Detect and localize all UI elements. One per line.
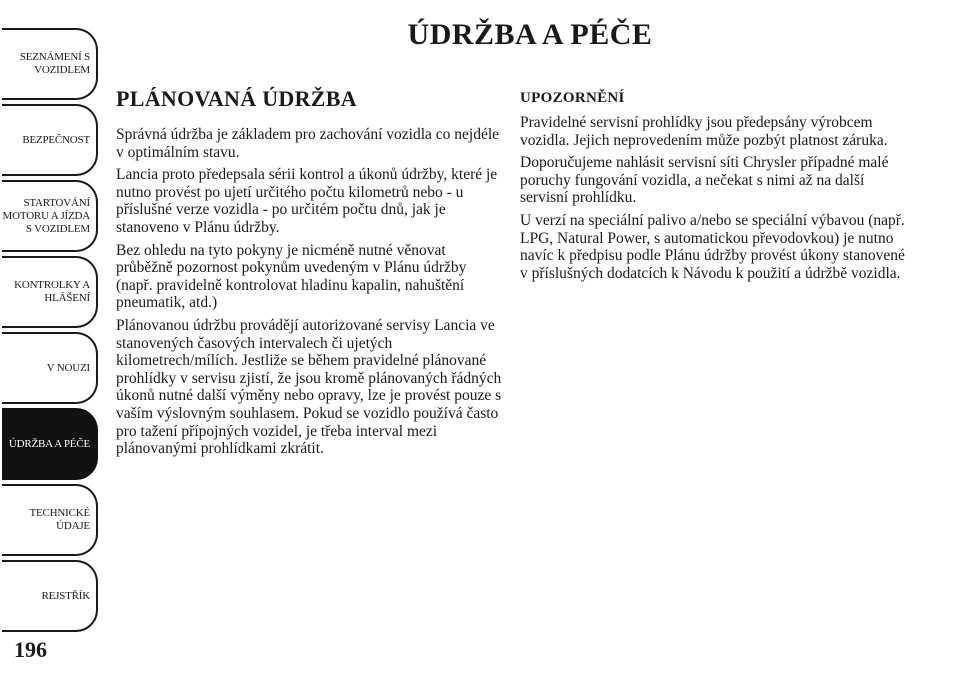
tab-label: BEZPEČNOST xyxy=(22,133,90,146)
tab-startovani-motoru[interactable] xyxy=(2,180,98,252)
tab-v-nouzi[interactable] xyxy=(2,332,98,404)
planned-maintenance-section xyxy=(116,86,502,463)
tab-bezpecnost[interactable] xyxy=(2,104,98,176)
warning-title: UPOZORNĚNÍ xyxy=(520,90,625,106)
tab-label: REJSTŘÍK xyxy=(41,589,90,602)
tab-rejstrik[interactable] xyxy=(2,560,98,632)
warning-section xyxy=(520,90,912,287)
section-title: PLÁNOVANÁ ÚDRŽBA xyxy=(116,86,357,111)
paragraph: Správná údržba je základem pro zachování vozidla co nejdéle v optimálním stavu. xyxy=(116,126,500,161)
paragraph: U verzí na speciální palivo a/nebo se speciální výbavou (např. LPG, Natural Power, s automatickou převodovkou) je nutno navíc k předpisu podle Plánu údržby provést úkony stanovené v příslušných dodatcích k Návodu k použití a údržbě vozidla. xyxy=(520,211,905,282)
tab-label: TECHNICKÉ ÚDAJE xyxy=(29,507,90,532)
tab-label: V NOUZI xyxy=(46,361,90,374)
page-number: 196 xyxy=(14,637,47,662)
page-title: ÚDRŽBA A PÉČE xyxy=(407,18,653,51)
paragraph: Plánovanou údržbu provádějí autorizované servisy Lancia ve stanovených časových intervalech či ujetých kilometrech/mílích. Jestliže se během pravidelné plánované prohlídky v servisu zjistí, že jsou kromě plánovaných řádných úkonů nutné další výměny nebo opravy, lze je provést pouze s vaším výslovným souhlasem. Pokud se vozidlo používá často pro tažení přípojných vozidel, je třeba interval mezi plánovanými prohlídkami zkrátit. xyxy=(116,316,502,458)
tab-label: ÚDRŽBA A PÉČE xyxy=(8,437,90,450)
paragraph: Lancia proto předepsala sérii kontrol a úkonů údržby, které je nutno provést po ujetí určitého počtu kilometrů nebo - u příslušné verze vozidla - po určitém počtu dnů, jak je stanoveno v Plánu údržby. xyxy=(116,166,498,236)
tab-label: SEZNÁMENÍ S VOZIDLEM xyxy=(19,51,90,76)
paragraph: Doporučujeme nahlásit servisní síti Chrysler případné malé poruchy fungování vozidla, a nečekat s nimi až na další servisní prohlídku. xyxy=(520,154,889,207)
paragraph: Pravidelné servisní prohlídky jsou předepsány výrobcem vozidla. Jejich neprovedením může pozbýt platnost záruka. xyxy=(520,114,888,149)
paragraph: Bez ohledu na tyto pokyny je nicméně nutné věnovat průběžně pozornost pokynům uvedeným v Plánu údržby (např. pravidelně kontrolovat hladinu kapalin, nahuštění pneumatik, atd.) xyxy=(116,241,467,312)
tab-kontrolky-a-hlaseni[interactable] xyxy=(2,256,98,328)
tab-seznameni-s-vozidlem[interactable] xyxy=(2,28,98,100)
tab-label: KONTROLKY A HLÁŠENÍ xyxy=(14,279,90,304)
tab-technicke-udaje[interactable] xyxy=(2,484,98,556)
tab-udrzba-a-pece[interactable] xyxy=(2,408,98,480)
tab-label: STARTOVÁNÍ MOTORU A JÍZDA S VOZIDLEM xyxy=(2,196,90,235)
